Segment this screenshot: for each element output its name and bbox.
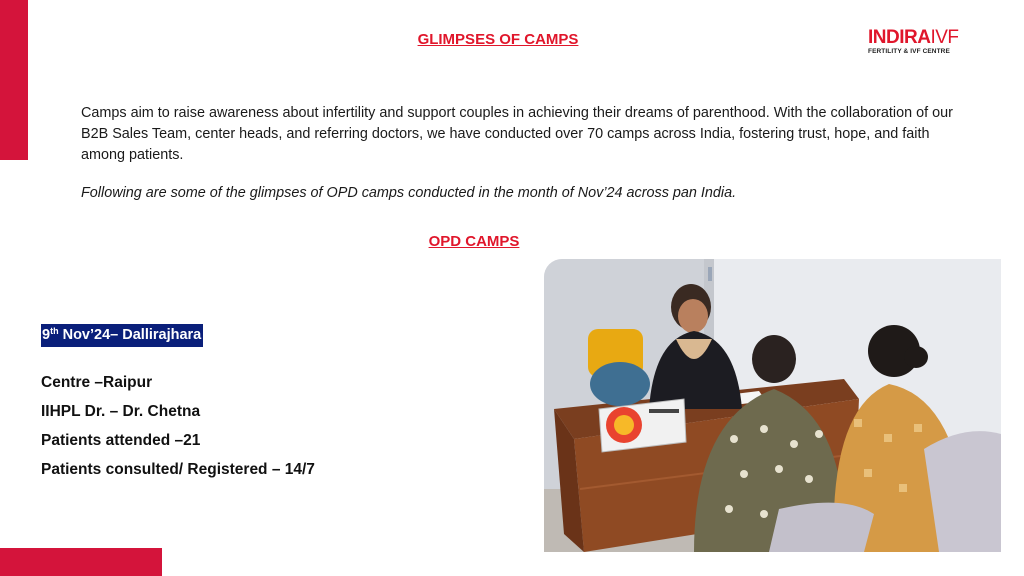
bottom-accent-bar (0, 548, 162, 576)
camp-detail-centre: Centre –Raipur (41, 374, 153, 391)
left-accent-bar (0, 0, 28, 160)
camp-heading-day: 9 (42, 327, 51, 343)
camp-photo (544, 259, 1001, 552)
slide-title: GLIMPSES OF CAMPS (417, 31, 579, 48)
logo-brand-light: IVF (930, 27, 959, 48)
camp-detail-doctor: IIHPL Dr. – Dr. Chetna (41, 403, 201, 420)
camp-heading-day-suffix: th (50, 326, 59, 336)
indira-ivf-logo (868, 28, 998, 60)
intro-note: Following are some of the glimpses of OPD camps conducted in the month of Nov’24 across pan India. (81, 185, 737, 201)
logo-tagline: FERTILITY & IVF CENTRE (868, 48, 950, 55)
camp-detail-attended: Patients attended –21 (41, 432, 201, 449)
section-title: OPD CAMPS (428, 233, 520, 250)
camp-heading-text: Nov’24– Dallirajhara (58, 327, 202, 343)
intro-paragraph: Camps aim to raise awareness about infertility and support couples in achieving their dreams of parenthood. With the collaboration of our B2B Sales Team, center heads, and referring doctors, we have conducted over 70 camps across India, fostering trust, hope, and faith among patients. (81, 105, 953, 163)
camp-details-list (41, 368, 315, 484)
camp-detail-consulted: Patients consulted/ Registered – 14/7 (41, 461, 315, 478)
logo-brand-bold: INDIRA (868, 27, 931, 48)
camp-heading (41, 324, 203, 347)
